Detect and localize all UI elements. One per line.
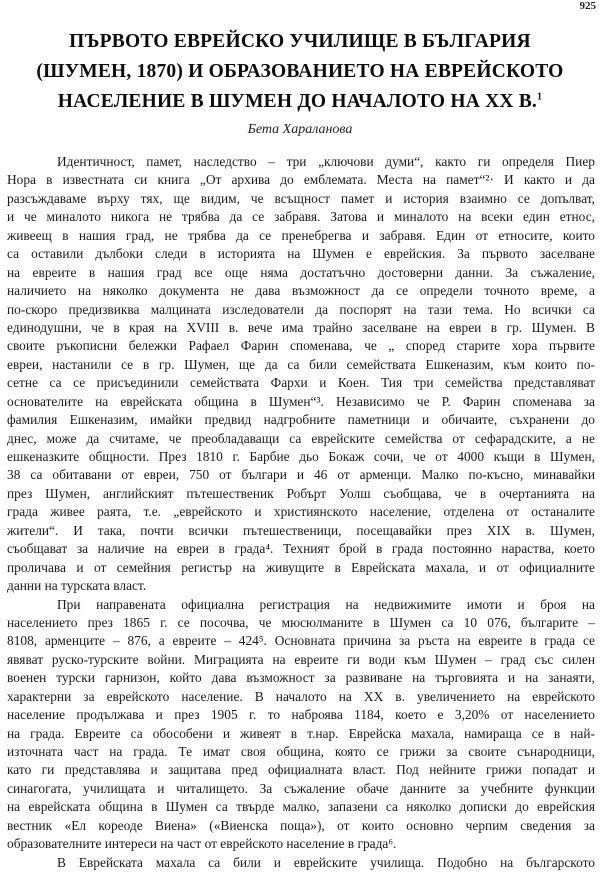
title-footnote-mark[interactable]: 1	[537, 91, 543, 103]
text-line: по-скоро предизвиква малцината изследователи да поспорят на тази тема. Но всички са	[7, 301, 595, 317]
text-line: населението през 1865 г. се посочва, че мюсюлманите в Шумен са 10 076, българите –	[7, 614, 595, 630]
text-line: съобщават за наличие на евреи в града⁴. Техният брой в града постоянно нараства, което	[7, 541, 595, 557]
text-line: В Еврейската махала са били и еврейските училища. Подобно на българското	[57, 854, 595, 870]
paragraph-1	[7, 153, 595, 596]
text-line: през Шумен, английският пътешественик Робърт Уолш съобщава, че в очертанията на	[7, 485, 595, 501]
title-line-2: (ШУМЕН, 1870) И ОБРАЗОВАНИЕТО НА ЕВРЕЙСКОТО	[36, 61, 564, 82]
text-line: вестник «Ел кореоде Виена» («Виенска поща»), от които основно черпим сведения за	[7, 817, 595, 833]
text-line: и че миналото никога не трябва да се забравя. Затова и миналото на всеки един етнос,	[7, 209, 595, 225]
text-line: данни на турската власт.	[7, 578, 147, 594]
text-line: явяват руско-турските войни. Миграцията на евреите ги води към Шумен – град със силен	[7, 651, 595, 667]
text-line: Нора в известната си книга „От архива до емблемата. Места на памет“²· И както и да	[7, 172, 595, 188]
text-line: население продължава и през 1905 г. то наброява 1184, което е 3,20% от населението	[7, 707, 595, 723]
text-line: синагогата, училищата и читалището. За съжаление обаче данните за учебните функции	[7, 780, 595, 796]
text-line: евреи, настанили се в гр. Шумен, ще да са били семействата Ешкеназим, към които по-	[7, 356, 595, 372]
article-body	[7, 153, 595, 872]
text-line: образователните интереси на част от еврейското население в града⁶.	[7, 836, 397, 852]
text-line: разсъждаваме върху тях, ще видим, че всъщност памет и история взаимно се допълват,	[7, 190, 595, 206]
paragraph-2	[7, 596, 595, 854]
text-line: военен турски гарнизон, който дава възможност за развиване на търговията и на занаяти,	[7, 670, 595, 686]
text-line: характерни за еврейското население. В началото на XX в. увеличението на еврейското	[7, 688, 595, 704]
text-line: основателите на еврейската община в Шумен“³. Независимо че Р. Фарин споменава за	[7, 393, 595, 409]
author-name: Бета Хараланова	[247, 122, 353, 137]
text-line: сетне са се присъединили семействата Фархи и Коен. Тия три семейства представляват	[7, 375, 595, 391]
text-line: като ги представлява и защитава пред официалната власт. Под нейните грижи попадат и	[7, 762, 595, 778]
text-line: 38 са обитавани от евреи, 750 от българи и 46 от арменци. Малко по-късно, минавайки	[7, 467, 595, 483]
text-line: наличието на няколко документа не дава възможност да се определи точното време, а	[7, 283, 595, 299]
text-line: на града. Евреите са обособени и живеят в т.нар. Еврейска махала, намираща се в най-	[7, 725, 595, 741]
text-line: своите ръкописни бележки Рафаел Фарин споменава, че „ според старите хора първите	[7, 338, 595, 354]
title-line-1: ПЪРВОТО ЕВРЕЙСКО УЧИЛИЩЕ В БЪЛГАРИЯ	[69, 31, 531, 52]
paragraph-3	[7, 854, 595, 872]
article-title	[0, 27, 600, 117]
text-line: проличава и от семейния регистър на живущите в Еврейската махала, и от официалните	[7, 559, 595, 575]
text-line: При направената официална регистрация на недвижимите имоти и броя на	[57, 596, 595, 612]
title-line-3	[0, 87, 600, 117]
text-line: 8108, арменците – 876, а евреите – 424⁵. Основната причина за ръста на евреите в града се	[7, 633, 595, 649]
text-line: на евреите в нашия град все още няма достатъчно достоверни данни. За съжаление,	[7, 264, 595, 280]
text-line: източната част на града. Те имат своя община, която се грижи за своите сънародници,	[7, 744, 595, 759]
title-line-3-text: НАСЕЛЕНИЕ В ШУМЕН ДО НАЧАЛОТО НА XX В.	[57, 91, 537, 112]
text-line: на еврейската община в Шумен са твърде малко, запазени са няколко дописки до еврейския	[7, 799, 595, 815]
page-number: 925	[579, 0, 596, 12]
text-line: града живее раята, т.е. „еврейското и християнското население, отделена от останалите	[7, 504, 595, 520]
text-line: днес, може да считаме, че преобладаващи са еврейските семейства от сефарадските, а не	[7, 430, 595, 446]
text-line: са оставили дълбоки следи в историята на Шумен е еврейския. За първото заселване	[7, 246, 595, 262]
text-line: единодушни, че в края на XVIII в. вече има трайно заселване на евреи в гр. Шумен. В	[7, 319, 595, 335]
text-line: жители“. И така, почти всички пътешественици, посещавайки през XIX в. Шумен,	[7, 522, 595, 538]
text-line: фамилия Ешкеназим, имайки предвид надгробните паметници и обичаите, съхранени до	[7, 412, 595, 428]
text-line: Идентичност, памет, наследство – три „ключови думи“, както ги определя Пиер	[57, 154, 595, 169]
text-line: ешкеназките общности. През 1810 г. Барбие дьо Бокаж сочи, че от 4000 къщи в Шумен,	[7, 449, 595, 464]
text-line: живеещ в нашия град, не трябва да се пренебрегва и забравя. Един от етносите, които	[7, 227, 595, 243]
